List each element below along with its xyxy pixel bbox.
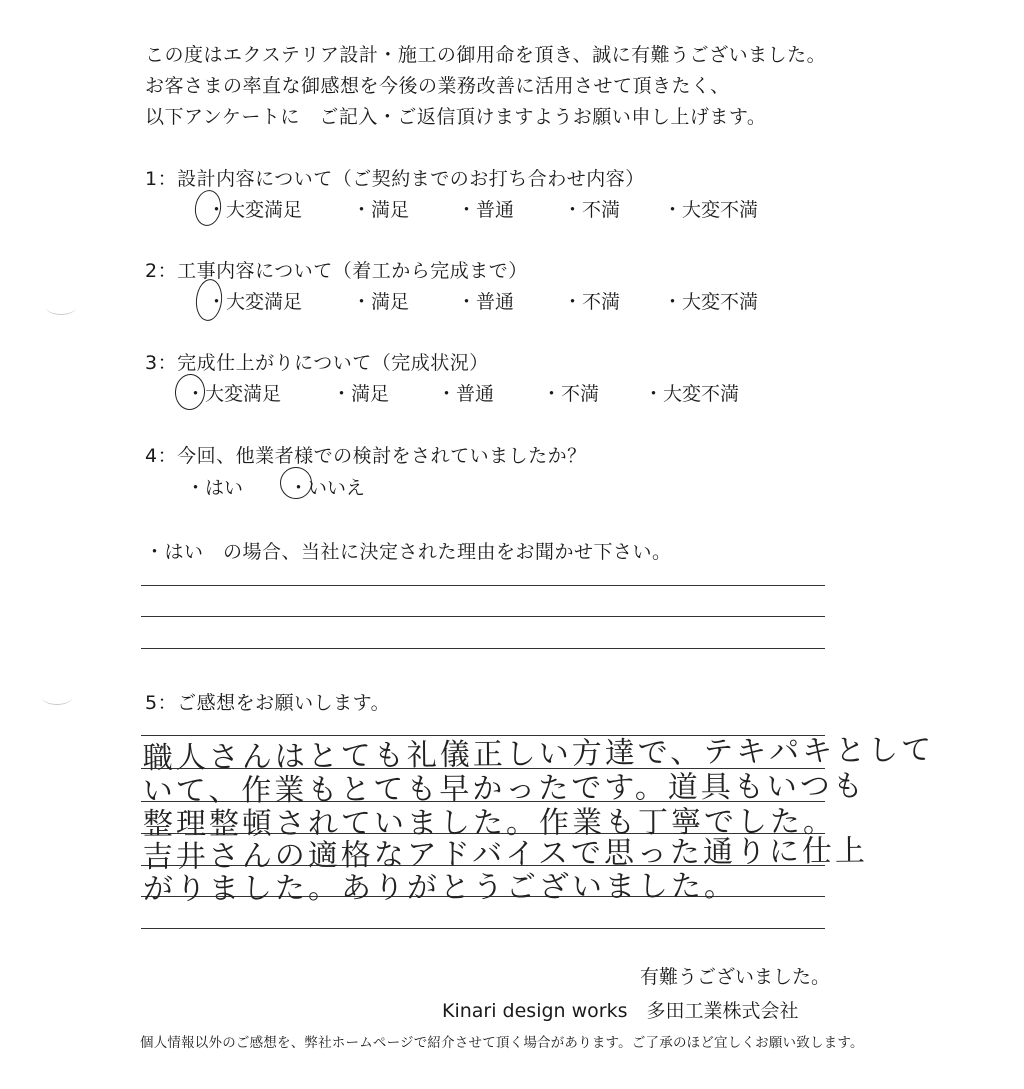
q1-option-neutral[interactable]: ・普通 xyxy=(457,199,515,221)
followup-answer-line[interactable] xyxy=(141,585,825,586)
handwritten-answer-line: 吉井さんの適格なアドバイスで思った通りに仕上 xyxy=(142,833,869,876)
q3-option-very-satisfied[interactable]: ・大変満足 xyxy=(186,383,282,405)
company-name: Kinari design works 多田工業株式会社 xyxy=(442,1000,799,1022)
question-5-label: 5：ご感想をお願いします。 xyxy=(145,692,391,714)
punch-hole-mark xyxy=(42,690,72,705)
q2-selection-circle-mark xyxy=(194,278,224,322)
question-3-label: 3：完成仕上がりについて（完成状況） xyxy=(145,352,489,374)
privacy-footnote: 個人情報以外のご感想を、弊社ホームページで紹介させて頂く場合があります。ご了承のほど宜しくお願い致します。 xyxy=(140,1035,864,1051)
q1-option-satisfied[interactable]: ・満足 xyxy=(352,199,410,221)
handwritten-answer-line: がりました。ありがとうございました。 xyxy=(142,868,737,907)
intro-line: お客さまの率直な御感想を今後の業務改善に活用させて頂きたく、 xyxy=(145,75,730,97)
followup-answer-line[interactable] xyxy=(141,648,825,649)
q1-option-dissatisfied[interactable]: ・不満 xyxy=(563,199,621,221)
answer-line xyxy=(141,928,825,929)
q3-option-neutral[interactable]: ・普通 xyxy=(437,383,495,405)
closing-thanks: 有難うございました。 xyxy=(640,966,831,988)
q2-option-neutral[interactable]: ・普通 xyxy=(457,291,515,313)
punch-hole-mark xyxy=(46,300,76,315)
q3-option-dissatisfied[interactable]: ・不満 xyxy=(542,383,600,405)
q2-option-very-satisfied[interactable]: ・大変満足 xyxy=(207,291,303,313)
q2-option-dissatisfied[interactable]: ・不満 xyxy=(563,291,621,313)
q1-option-very-dissatisfied[interactable]: ・大変不満 xyxy=(663,199,759,221)
question-2-label: 2：工事内容について（着工から完成まで） xyxy=(145,260,528,282)
question-4-followup-label: ・はい の場合、当社に決定された理由をお聞かせ下さい。 xyxy=(145,541,672,563)
question-4-label: 4：今回、他業者様での検討をされていましたか？ xyxy=(145,445,587,467)
intro-line: この度はエクステリア設計・施工の御用命を頂き、誠に有難うございました。 xyxy=(145,44,827,66)
q2-option-very-dissatisfied[interactable]: ・大変不満 xyxy=(663,291,759,313)
handwritten-answer-line: 職人さんはとても礼儀正しい方達で、テキパキとして xyxy=(142,732,935,777)
q3-option-satisfied[interactable]: ・満足 xyxy=(332,383,390,405)
q1-option-very-satisfied[interactable]: ・大変満足 xyxy=(207,199,303,221)
intro-line: 以下アンケートに ご記入・ご返信頂けますようお願い申し上げます。 xyxy=(145,106,767,128)
q3-option-very-dissatisfied[interactable]: ・大変不満 xyxy=(644,383,740,405)
handwritten-answer-line: 整理整頓されていました。作業も丁寧でした。 xyxy=(142,804,836,842)
followup-answer-line[interactable] xyxy=(141,616,825,617)
q4-option-no[interactable]: ・いいえ xyxy=(289,477,366,499)
q2-option-satisfied[interactable]: ・満足 xyxy=(352,291,410,313)
handwritten-answer-line: いて、作業もとても早かったです。道具もいつも xyxy=(142,768,866,809)
q4-option-yes[interactable]: ・はい xyxy=(186,477,244,499)
question-1-label: 1：設計内容について（ご契約までのお打ち合わせ内容） xyxy=(145,168,645,190)
